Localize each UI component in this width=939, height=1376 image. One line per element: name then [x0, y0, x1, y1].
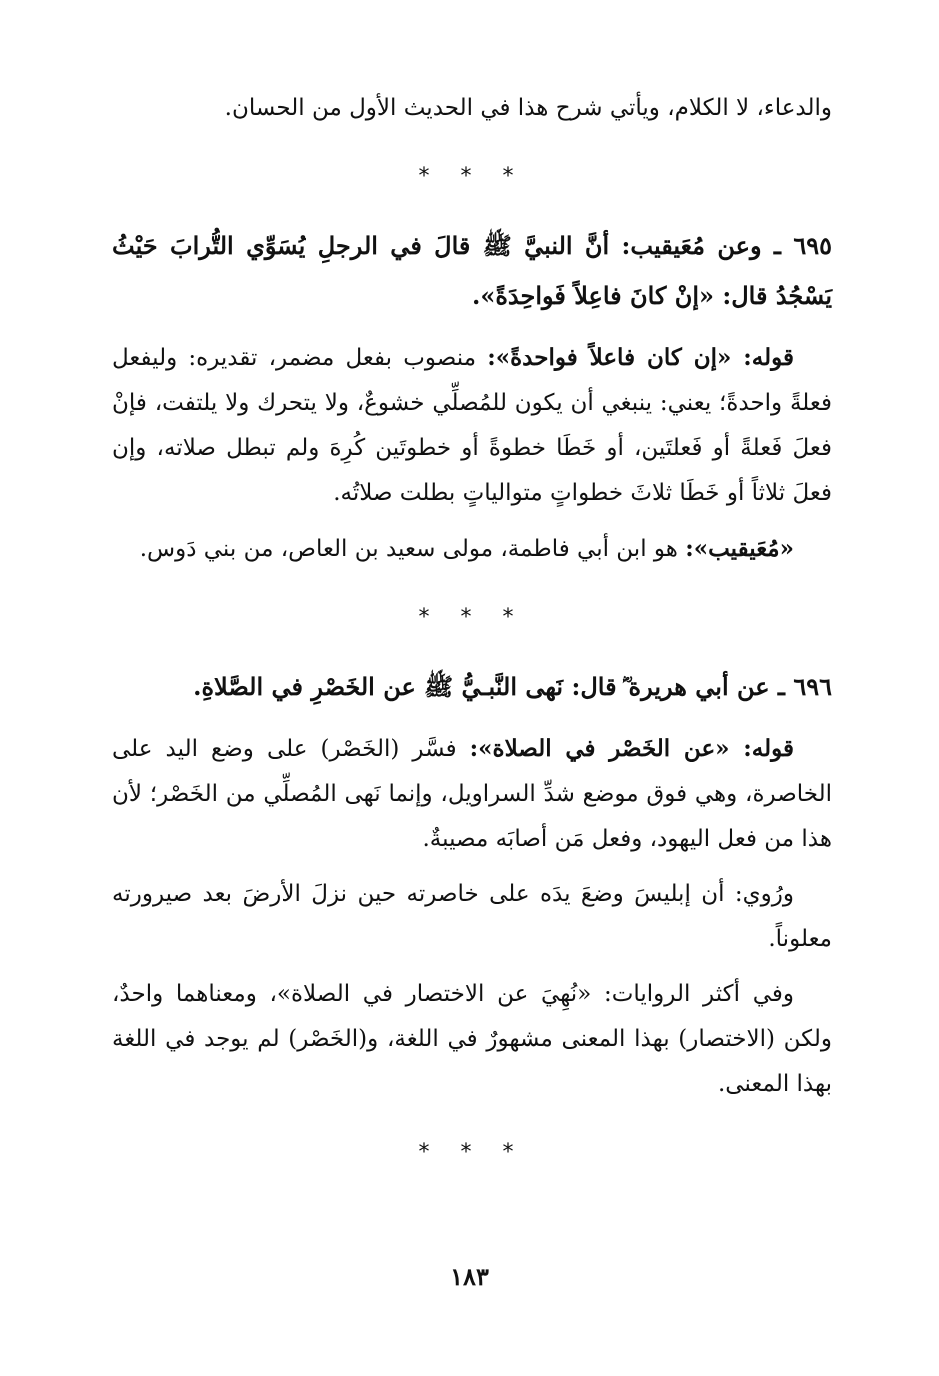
- commentary-695-text: منصوب بفعل مضمر، تقديره: وليفعل فعلةً واحدةً؛ يعني: ينبغي أن يكون للمُصلِّي خشوعٌ، ولا يتحرك ولا يلتفت، فإنْ فعلَ فَعلةً أو فَعلتَين، أو خَطَا خطوةً أو خطوتَين كُرِهَ ولم تبطل صلاته، وإن فعلَ ثلاثاً أو خَطَا ثلاثَ خطواتٍ متوالياتٍ بطلت صلاتُه.: [112, 345, 832, 506]
- intro-text: والدعاء، لا الكلام، ويأتي شرح هذا في الحديث الأول من الحسان.: [224, 95, 832, 121]
- narrator-text: هو ابن أبي فاطمة، مولى سعيد بن العاص، من بني دَوس.: [139, 536, 686, 562]
- commentary-696-text: فسَّر (الخَصْر) على وضع اليد على الخاصرة، وهي فوق موضع شدِّ السراويل، وإنما نَهى المُصلِّي من الخَصْر؛ لأن هذا من فعل اليهود، وفعل مَن أصابَه مصيبةٌ.: [112, 736, 832, 852]
- hadith-695-text: ٦٩٥ ـ وعن مُعَيقيب: أنَّ النبيَّ ﷺ قالَ في الرجلِ يُسَوِّي التُّرابَ حَيْثُ يَسْجُدُ قال: «إنْ كانَ فاعِلاً فَواحِدَةً».: [112, 231, 832, 310]
- riwaya-paragraph: ورُوي: أن إبليسَ وضعَ يدَه على خاصرته حين نزلَ الأرضَ بعد صيرورته معلوناً.: [112, 881, 832, 952]
- hadith-696-text: ٦٩٦ ـ عن أبي هريرة ؓ قال: نَهى النَّبـيُّ ﷺ عن الخَصْرِ في الصَّلاةِ.: [193, 672, 832, 701]
- commentary-695: [112, 335, 832, 516]
- section-separator: * * *: [418, 164, 526, 189]
- aktar-riwayat-paragraph: وفي أكثر الروايات: «نُهِيَ عن الاختصار في الصلاة»، ومعناهما واحدٌ، ولكن (الاختصار) بهذا المعنى مشهورٌ في اللغة، و(الخَصْر) لم يوجد في اللغة بهذا المعنى.: [112, 981, 832, 1097]
- section-separator: * * *: [418, 1140, 526, 1165]
- commentary-695-label: قوله: «إن كان فاعلاً فواحدةً»:: [487, 344, 794, 371]
- page-body: [112, 86, 832, 1197]
- narrator-label: «مُعَيقيب»:: [685, 535, 794, 562]
- commentary-696: [112, 726, 832, 862]
- narrator-note: [112, 526, 832, 572]
- section-separator: * * *: [418, 605, 526, 630]
- page-number: ١٨٣: [450, 1262, 489, 1291]
- commentary-696-label: قوله: «عن الخَصْر في الصلاة»:: [469, 735, 794, 762]
